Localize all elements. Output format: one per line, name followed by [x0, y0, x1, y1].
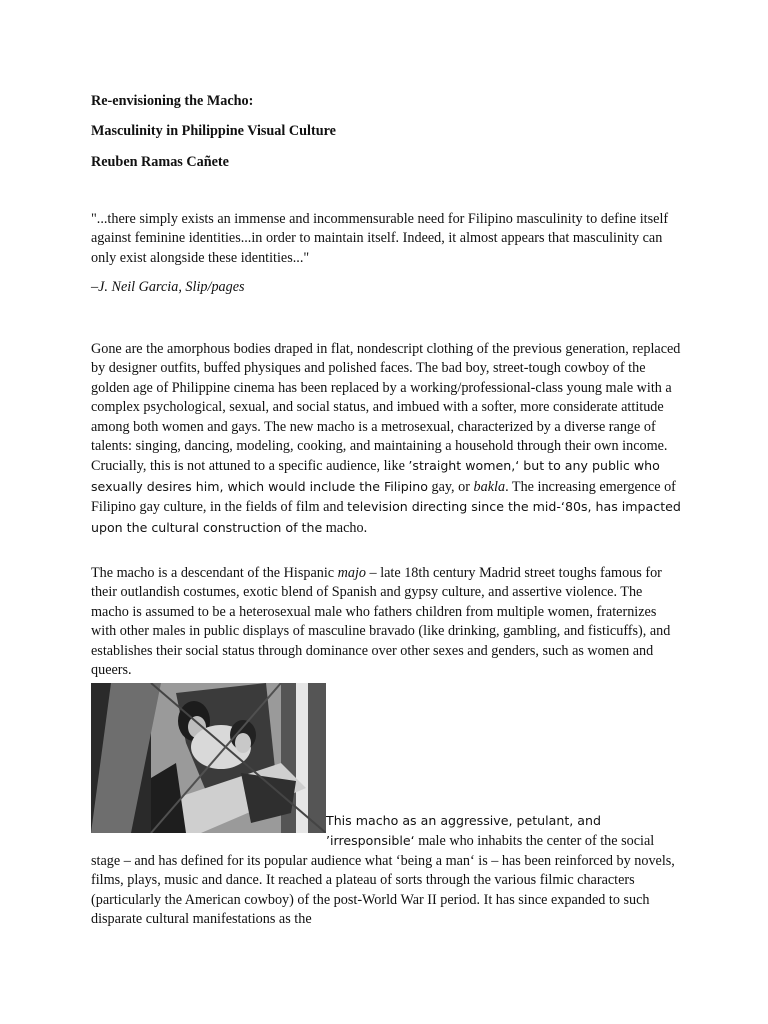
paragraph-1-text-f: macho. — [322, 519, 368, 536]
paragraph-1-term-bakla: bakla — [473, 478, 506, 495]
paragraph-2-term-majo: majo — [337, 565, 366, 581]
paragraph-3-text-b: male who inhabits the center of the social stage – and has defined for its popular audience what ‘being a man‘ is – has been reinforced by novels, films, plays, music and dance. It reached a plateau of sorts through the various filmic characters (particularly the American cowboy) of the post-World War II period. It has since expanded to such disparate cultural manifestations as the — [91, 833, 675, 928]
paragraph-3-block — [91, 683, 681, 929]
document-title-line-1: Re-envisioning the Macho: — [91, 93, 254, 109]
paragraph-1-text-a: Gone are the amorphous bodies draped in flat, nondescript clothing of the previous generation, replaced by designer outfits, buffed physiques and polished faces. The bad boy, street-tough cowboy of the golden age of Philippine cinema has been replaced by a working/professional-class young male with a complex psychological, sexual, and social status, and imbued with a softer, more considerate attitude among both women and gays. The new macho is a metrosexual, characterized by a diverse range of talents: singing, dancing, modeling, cooking, and maintaining a household through their own income. Crucially, this is not attuned to a specific audience, like — [91, 341, 681, 475]
film-still-photo — [91, 683, 326, 833]
paragraph-2-text-a: The macho is a descendant of the Hispanic — [91, 565, 338, 581]
paragraph-1 — [91, 340, 681, 538]
author-name: Reuben Ramas Cañete — [91, 154, 229, 170]
paragraph-1-text-b: ’straight women,‘ but to any public who sexually desires him, which would include the Filipino — [91, 458, 660, 494]
epigraph-source: –J. Neil Garcia, Slip/pages — [91, 279, 245, 295]
paragraph-2-text-b: – late 18th century Madrid street toughs famous for their outlandish costumes, exotic blend of Spanish and gypsy culture, and assertive violence. The macho is assumed to be a heterosexual male who fathers children from multiple women, fraternizes with other males in public displays of masculine bravado (like drinking, gambling, and fisticuffs), and establishes their social status through dominance over other sexes and genders, such as women and queers. — [91, 565, 671, 679]
paragraph-1-text-d: . The increasing emergence of Filipino gay culture, in the fields of film and — [91, 478, 676, 516]
paragraph-3-text-a: This macho as an aggressive, petulant, and ’irresponsible‘ — [326, 813, 602, 849]
paragraph-1-text-c: gay, or — [427, 478, 474, 495]
epigraph-quote: "...there simply exists an immense and incommensurable need for Filipino masculinity to define itself against feminine identities...in order to maintain itself. Indeed, it almost appears that masculinity can only exist alongside these identities..." — [91, 211, 669, 266]
document-title-line-2: Masculinity in Philippine Visual Culture — [91, 123, 336, 139]
paragraph-2 — [91, 564, 681, 680]
film-still-image — [91, 683, 326, 833]
paragraph-1-text-e: television directing since the mid-‘80s, has impacted upon the cultural construction of the — [91, 499, 681, 535]
